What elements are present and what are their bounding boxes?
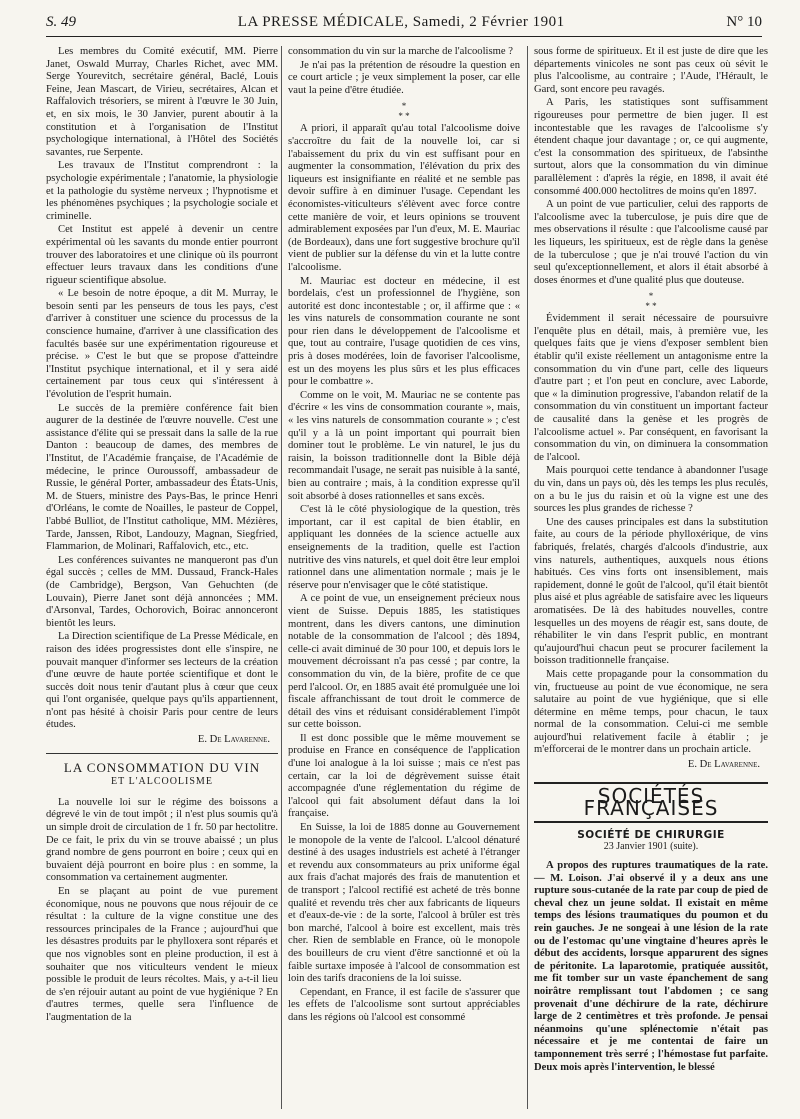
asterism-separator: * * *	[645, 291, 657, 312]
paragraph: Les conférences suivantes ne manqueront pas d'un égal succès ; celles de MM. Dussaud, Franck-Hales (de Cambridge), Bergson, Van Gehuchten (de Louvain), Pierre Janet sont déjà annoncées ; MM. d'Arsonval, Tardes, Ochorovich, Boirac annonceront bientôt les leurs.	[46, 554, 278, 629]
paragraph: Il est donc possible que le même mouvement se produise en France en conséquence de l'application d'une loi analogue à la loi suisse ; mais ce n'est pas certain, car la loi de dégrèvement suisse était accompagnée d'une réglementation du régime de l'alcool qui fait absolument défaut dans la loi française.	[288, 732, 520, 820]
author-signature: E. De Lavarenne.	[197, 734, 270, 746]
section-rule	[46, 753, 278, 754]
paragraph: A Paris, les statistiques sont suffisamment rigoureuses pour permettre de bien juger. Il est incontestable que les ravages de l'alcoolisme s'y étendent chaque jour davantage ; or, ce qui augmente, c'est la consommation des spiritueux, de l'absinthe surtout, alors que la consommation du vin diminue parallèlement : d'après la régie, en 1898, il avait été consommé 400.000 hectolitres de moins qu'en 1897.	[534, 97, 768, 197]
paragraph: M. Mauriac est docteur en médecine, il est bordelais, c'est un professionnel de l'hygiène, son autorité est donc incontestable ; or, il affirme que : « les vins naturels de consommation courante ne sont pour rien dans le développement de l'alcoolisme et que, tout au contraire, l'usage quotidien de ces vins, pris à doses modérées, loin de favoriser l'alcoolisme, est un des moyens les plus sûrs et les plus efficaces pour le combattre ».	[288, 275, 520, 388]
page-number: S. 49	[46, 14, 76, 30]
column-2	[288, 46, 520, 1026]
paragraph: Cependant, en France, il est facile de s'assurer que les effets de l'alcoolisme sont surtout appréciables dans les régions où l'alcool est consommé	[288, 986, 520, 1023]
paragraph: consommation du vin sur la marche de l'alcoolisme ?	[288, 46, 513, 57]
paragraph: En Suisse, la loi de 1885 donne au Gouvernement le monopole de la vente de l'alcool. L'alcool dénaturé destiné à des usages industriels est acheté à l'étranger et revendu aux consommateurs au prix uniforme égal aux frais d'achat majorés des frais de manutention et de transport ; l'alcool rectifié est acheté de très bonne qualité et revendu très cher aux fabricants de liqueurs et d'eaux-de-vie : de la sorte, l'alcool à brûler est très bon marché, l'alcool à boire est excellent, mais très cher. Rien de semblable en France, où le monopole des bouilleurs de cru vient d'être sanctionné et où la faible surtaxe imposée à l'alcool de consommation est loin des tarifs draconiens de la loi suisse.	[288, 822, 520, 985]
paragraph: Les travaux de l'Institut comprendront : la psychologie expérimentale ; l'anatomie, la physiologie et la pathologie du système nerveux ; l'hypnotisme et les phénomènes psychiques ; la psychologie sociale et criminelle.	[46, 160, 278, 222]
author-signature: E. De Lavarenne.	[687, 759, 760, 771]
column-divider	[527, 46, 528, 1109]
paragraph: A ce point de vue, un enseignement précieux nous vient de Suisse. Depuis 1885, les statistiques montrent, dans les divers cantons, une diminution notable de la consommation de l'alcool ; dès 1894, celle-ci avait diminué de 30 pour 100, et depuis lors le mouvement décroissant n'a pas cessé ; par contre, la consommation du vin, de la bière, profite de ce que perd l'alcool. Or, en 1885 avait été promulguée une loi fiscale affranchissant de tout droit le commerce de détail des vins et réduisant considérablement l'impôt sur cette boisson.	[288, 593, 520, 731]
paragraph: Évidemment il serait nécessaire de poursuivre l'enquête plus en détail, mais, à première vue, les quelques faits que je viens d'exposer semblent bien établir qu'il existe réellement un antagonisme entre la consommation du vin d'une part, celle des liqueurs d'autre part ; et l'on peut en conclure, avec Laborde, que « la diminution progressive, l'abandon relatif de la consommation du vin constituent un important facteur de causalité dans la genèse et les progrès de l'alcoolisme actuel ». Par conséquent, en favorisant la consommation du vin, on diminuera la consommation de l'alcool.	[534, 313, 768, 463]
paragraph: Cet Institut est appelé à devenir un centre expérimental où les savants du monde entier pourront trouver des laboratoires et une clinique où ils pourront effectuer leurs travaux dans les conditions d'une rigueur scientifique absolue.	[46, 224, 278, 286]
article-title: LA CONSOMMATION DU VIN	[63, 759, 261, 775]
society-title: SOCIÉTÉ DE CHIRURGIE	[577, 828, 725, 841]
page-header	[46, 14, 762, 37]
paragraph: Mais pourquoi cette tendance à abandonner l'usage du vin, dans un pays où, dès les temps les plus reculés, on a bu le jus du raisin et où la vigne est une des sources les plus grandes de richesse ?	[534, 465, 768, 515]
paragraph: Les membres du Comité exécutif, MM. Pierre Janet, Oswald Murray, Charles Richet, avec MM. Serge Yourevitch, secrétaire général, Baclé, Louis Feine, Jean Mascart, de Virieu, secrétaires, Alcan et Raffalovich trésoriers, se mirent à l'œuvre le 30 Juin, et, en six mois, le 30 Janvier, purent aboutir à la constitution et à l'organisation de l'Institut psychologique international, à l'Hôtel des Sociétés savantes, rue Serpente.	[46, 46, 278, 158]
column-3	[534, 46, 768, 1075]
paragraph: A un point de vue particulier, celui des rapports de l'alcoolisme avec la tuberculose, je puis dire que de mes observations il résulte : que l'alcoolisme causé par les liqueurs, les spiritueux, est de règle dans la genèse de la tuberculose ; que je n'ai trouvé l'action du vin seul qu'exceptionnellement, et alors il était absorbé à doses énormes et d'une qualité plus que douteuse.	[534, 199, 768, 286]
article-subtitle: ET L'ALCOOLISME	[111, 776, 213, 788]
column-divider	[281, 46, 282, 1109]
paragraph: « Le besoin de notre époque, a dit M. Murray, le besoin senti par les penseurs de tous les pays, c'est d'arriver à constituer une science du processus de la conscience humaine, d'arriver à une classification des facultés basée sur une expérimentation rigoureuse et précise. » C'est le but que se propose d'atteindre l'Institut psychique international, et il y sera aidé certainement par tous ceux qui s'intéressent à l'évolution de l'esprit humain.	[46, 288, 278, 401]
section-heading: SOCIÉTÉS FRANÇAISES	[534, 782, 768, 823]
paragraph: En se plaçant au point de vue purement économique, nous ne pouvons que nous réjouir de ce résultat : la culture de la vigne constitue une des ressources principales de la France ; aujourd'hui que les désastres produits par le phylloxera sont réparés et que nos vignobles sont en pleine production, il est à souhaiter que nos viticulteurs vendent le mieux possible le produit de leurs récoltes. Mais, y a-t-il lieu de s'en réjouir autant au point de vue hygiénique ? En d'autres termes, quelle sera l'influence de l'augmentation de la	[46, 886, 278, 1023]
paragraph: Mais cette propagande pour la consommation du vin, fructueuse au point de vue économique, ne sera salutaire au point de vue hygiénique, que si elle détermine en même temps, pour chacun, le taux normal de la consommation. Celui-ci me semble aujourd'hui relativement facile à établir ; je m'efforcerai de le montrer dans un prochain article.	[534, 668, 768, 756]
asterism-separator: * * *	[398, 101, 410, 122]
issue-number: N° 10	[726, 14, 762, 30]
paragraph: La nouvelle loi sur le régime des boissons a dégrevé le vin de tout impôt ; il n'est plus soumis qu'à un simple droit de circulation de 1 fr. 50 par hectolitre. De ce fait, le prix du vin se trouve abaissé ; un plus grand nombre de gens pourront en boire ; ceux qui en buvaient déjà pourront en boire plus : en somme, la consommation va certainement augmenter.	[46, 796, 278, 884]
paragraph: C'est là le côté physiologique de la question, très important, car il est capital de bien établir, en appliquant les données de la science actuelle aux enseignements de la tradition, quelle est l'action nutritive des vins naturels, et quel doit être leur emploi rationnel dans une alimentation normale ; mais je le réserve pour n'envisager que le côté statistique.	[288, 504, 520, 591]
paragraph: sous forme de spiritueux. Et il est juste de dire que les départements vinicoles ne sont pas ceux où sévit le plus l'alcoolisme, au contraire ; l'Aude, l'Hérault, le Gard, sont encore peu ravagés.	[534, 46, 768, 95]
paragraph: A priori, il apparaît qu'au total l'alcoolisme doive s'accroître du fait de la nouvelle loi, car si l'abaissement du prix du vin est suffisant pour en augmenter la consommation, l'élévation du prix des liqueurs est insignifiante en réalité et ne semble pas devoir suffire à en diminuer l'usage. Cependant les économistes-viticulteurs s'élèvent avec force contre cette manière de voir, et leurs opinions se trouvent admirablement exposées par l'un d'eux, M. E. Mauriac (de Bordeaux), dans une fort suggestive brochure qu'il vient de publier sur la défense du vin et la lutte contre l'alcoolisme.	[288, 123, 520, 273]
session-date: 23 Janvier 1901 (suite).	[603, 841, 699, 853]
masthead-title: LA PRESSE MÉDICALE, Samedi, 2 Février 1901	[237, 14, 565, 30]
paragraph: Comme on le voit, M. Mauriac ne se contente pas d'écrire « les vins de consommation courante », mais, « les vins naturels de consommation courante » ; c'est qu'il y a là un point important qui pourrait bien dominer tout le problème. Le vin naturel, le jus du raisin, la boisson traditionnelle dont la Bible déjà recommandait l'usage, ne serait pas nuisible à la santé, bien au contraire ; mais, à la condition expresse qu'il soit absorbé à doses rationnelles et sans excès.	[288, 389, 520, 502]
paragraph: Je n'ai pas la prétention de résoudre la question en ce court article ; je veux simplement la poser, car elle vaut la peine d'être étudiée.	[288, 59, 520, 96]
paragraph: La Direction scientifique de La Presse Médicale, en raison des idées progressistes dont elle s'inspire, ne pouvait manquer d'informer ses lecteurs de la création d'une œuvre de haute portée scientifique et dont le succès doit nous tenir d'autant plus à cœur que ceux qui l'ont organisée, quelque pays qu'ils appartiennent, n'ont pas hésité à choisir Paris pour centre de leurs études.	[46, 631, 278, 731]
column-1	[46, 46, 278, 1026]
paragraph: Une des causes principales est dans la substitution faite, au cours de la période phylloxérique, de vins fabriqués, frelatés, chargés d'alcools d'industrie, aux vins naturels, authentiques, auxquels nous étions habitués. Ces vins forts ont insensiblement, mais rapidement, donné le goût de l'alcool, qu'il était bientôt plus aisé et plus agréable de satisfaire avec les liqueurs aromatisées. De là des habitudes nouvelles, contre lesquelles un des moyens de réagir est, sans doute, de réhabiliter le vin dans l'esprit public, en montrant qu'aujourd'hui chacun peut se procurer facilement la boisson traditionnelle française.	[534, 516, 768, 667]
paragraph: Le succès de la première conférence fait bien augurer de la destinée de l'œuvre nouvelle. C'est une assistance d'élite qui se pressait dans la salle de la rue Danton : beaucoup de dames, des membres de l'Institut, de l'Académie française, de l'Académie de médecine, le prince Ouroussoff, ambassadeur de Russie, le général Porter, ambassadeur des États-Unis, M. de Stuers, ministre des Pays-Bas, le prince Henri d'Orléans, le comte de Noailles, le pasteur de Coppel, l'abbé Bulliot, de l'Institut catholique, MM. Mézières, Tarde, Janssen, Ribot, Landouzy, Magnan, Siegfried, Flammarion, de Molinari, Raffalovich, etc., etc.	[46, 402, 278, 553]
paragraph: A propos des ruptures traumatiques de la rate. — M. Loison. J'ai observé il y a deux ans une rupture sous-cutanée de la rate par coup de pied de cheval chez un jeune soldat. Il existait en même temps des lésions traumatiques du poumon et du rein gauches. Je ne songeai à une lésion de la rate ou de l'estomac qu'une vingtaine d'heures après le début des accidents, lorsque apparurent des signes de péritonite. La laparotomie, pratiquée aussitôt, me fit tomber sur un vaste épanchement de sang noirâtre remplissant tout l'abdomen ; ce sang provenait d'une déchirure de la rate, déchirure large de 2 centimètres et très profonde. Je pensai néanmoins qu'une splénectomie n'était pas nécessaire et je me contentai de faire un tamponnement très serré ; l'hémostase fut parfaite. Deux mois après l'intervention, le blessé	[534, 860, 768, 1073]
